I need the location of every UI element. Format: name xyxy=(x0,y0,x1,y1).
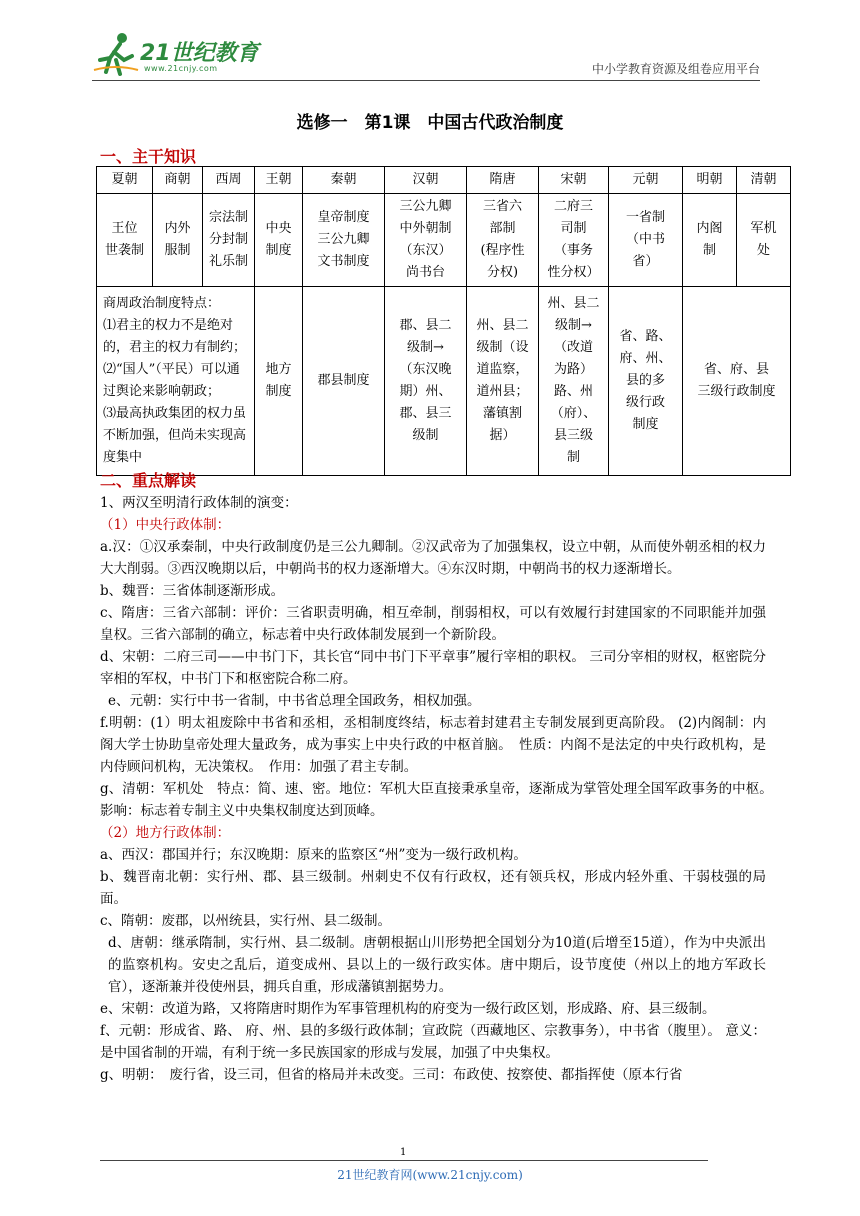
shang-zhou-features: 商周政治制度特点： ⑴君主的权力不是绝对的，君主的权力有制约； ⑵“国人”（平民）可以通过舆论来影响朝政； ⑶最高执政集团的权力虽不断加强，但尚未实现高度集中 xyxy=(97,287,255,476)
body-text xyxy=(100,492,780,1086)
paragraph: c、隋唐：三省六部制：评价：三省职责明确，相互牵制，削弱相权，可以有效履行封建国家的不同职能并加强皇权。三省六部制的确立，标志着中央行政体制发展到一个新阶段。 xyxy=(100,605,766,643)
table-cell: 汉朝 xyxy=(385,167,467,194)
table-cell: 郡、县二 级制→ （东汉晚 期）州、 郡、县三 级制 xyxy=(385,287,467,476)
section-heading-key-points: 二、重点解读 xyxy=(100,471,197,490)
paragraph: e、宋朝：改道为路，又将隋唐时期作为军事管理机构的府变为一级行政区划，形成路、府、县三级制。 xyxy=(100,1001,716,1017)
table-cell: 州、县二 级制→ （改道 为路） 路、州 （府）、 县三级 制 xyxy=(539,287,609,476)
table-row xyxy=(97,287,791,476)
table-cell: 元朝 xyxy=(609,167,683,194)
page-header xyxy=(92,30,760,82)
table-cell: 宋朝 xyxy=(539,167,609,194)
subheading-central: （1）中央行政体制： xyxy=(100,517,231,533)
paragraph: e、元朝：实行中书一省制，中书省总理全国政务，相权加强。 xyxy=(108,693,481,709)
table-cell: 隋唐 xyxy=(467,167,539,194)
table-cell: 明朝 xyxy=(683,167,737,194)
platform-name: 中小学教育资源及组卷应用平台 xyxy=(591,62,760,76)
paragraph: a、西汉：郡国并行；东汉晚期：原来的监察区“州”变为一级行政机构。 xyxy=(100,847,527,863)
paragraph: b、魏晋南北朝：实行州、郡、县三级制。州刺史不仅有行政权，还有领兵权，形成内轻外重、干弱枝强的局面。 xyxy=(100,869,766,907)
table-cell: 郡县制度 xyxy=(303,287,385,476)
footer-link[interactable]: 21世纪教育网(www.21cnjy.com) xyxy=(337,1168,523,1182)
table-cell: 内阁 制 xyxy=(683,194,737,287)
table-cell: 省、路、 府、州、 县的多 级行政 制度 xyxy=(609,287,683,476)
table-cell: 西周 xyxy=(203,167,255,194)
logo-text: 21世纪教育 xyxy=(140,41,259,66)
row-label-local: 地方 制度 xyxy=(255,287,303,476)
paragraph: d、唐朝：继承隋制，实行州、县二级制。唐朝根据山川形势把全国划分为10道(后增至15道），作为中央派出的监察机构。安史之乱后，道变成州、县以上的一级行政实体。唐中期后，设节度使（州以上的地方军政长官），逐渐兼并役使州县，拥兵自重，形成藩镇割据势力。 xyxy=(108,935,766,995)
table-cell: 王位 世袭制 xyxy=(97,194,153,287)
paragraph: a.汉：①汉承秦制，中央行政制度仍是三公九卿制。②汉武帝为了加强集权，设立中朝，从而使外朝丞相的权力大大削弱。③西汉晚期以后，中朝尚书的权力逐渐增大。④东汉时期，中朝尚书的权力逐渐增长。 xyxy=(100,539,766,577)
footer-divider xyxy=(100,1160,708,1161)
subheading-local: （2）地方行政体制： xyxy=(100,825,231,841)
table-cell: 一省制 （中书 省） xyxy=(609,194,683,287)
table-cell: 宗法制 分封制 礼乐制 xyxy=(203,194,255,287)
runner-logo-icon xyxy=(92,30,140,76)
table-cell: 商朝 xyxy=(153,167,203,194)
table-cell: 省、府、县 三级行政制度 xyxy=(683,287,791,476)
table-cell: 王朝 xyxy=(255,167,303,194)
table-cell: 秦朝 xyxy=(303,167,385,194)
table-cell: 军机 处 xyxy=(737,194,791,287)
dynasty-system-table xyxy=(96,166,791,476)
table-row xyxy=(97,194,791,287)
table-cell: 皇帝制度 三公九卿 文书制度 xyxy=(303,194,385,287)
logo-url: www.21cnjy.com xyxy=(144,64,218,73)
table-cell: 夏朝 xyxy=(97,167,153,194)
table-row xyxy=(97,167,791,194)
table-cell: 三公九卿 中外朝制 （东汉） 尚书台 xyxy=(385,194,467,287)
table-cell: 清朝 xyxy=(737,167,791,194)
document-title: 选修一 第1课 中国古代政治制度 xyxy=(296,113,564,133)
section-heading-main-knowledge: 一、主干知识 xyxy=(100,147,197,166)
header-divider xyxy=(92,80,760,81)
paragraph: d、宋朝：二府三司——中书门下，其长官“同中书门下平章事”履行宰相的职权。 三司分宰相的财权，枢密院分宰相的军权，中书门下和枢密院合称二府。 xyxy=(100,649,766,687)
paragraph: g、清朝：军机处 特点：简、速、密。地位：军机大臣直接秉承皇帝，逐渐成为掌管处理全国军政事务的中枢。 影响：标志着专制主义中央集权制度达到顶峰。 xyxy=(100,781,780,819)
paragraph: g、明朝： 废行省，设三司，但省的格局并未改变。三司：布政使、按察使、都指挥使（原本行省 xyxy=(100,1067,683,1083)
page-number: 1 xyxy=(400,1147,407,1158)
table-cell: 二府三 司制 （事务 性分权） xyxy=(539,194,609,287)
paragraph: 1、两汉至明清行政体制的演变： xyxy=(100,495,298,511)
table-cell: 三省六 部制 (程序性 分权) xyxy=(467,194,539,287)
row-label-central: 中央 制度 xyxy=(255,194,303,287)
paragraph: c、隋朝：废郡，以州统县，实行州、县二级制。 xyxy=(100,913,392,929)
paragraph: b、魏晋：三省体制逐渐形成。 xyxy=(100,583,285,599)
paragraph: f.明朝：(1）明太祖废除中书省和丞相，丞相制度终结，标志着封建君主专制发展到更高阶段。 (2)内阁制：内阁大学士协助皇帝处理大量政务，成为事实上中央行政的中枢首脑。 性质：内阁不是法定的中央行政机构，是内侍顾问机构，无决策权。 作用：加强了君主专制。 xyxy=(100,715,766,775)
paragraph: f、元朝：形成省、路、 府、州、县的多级行政体制；宣政院（西藏地区、宗教事务），中书省（腹里）。 意义：是中国省制的开端，有利于统一多民族国家的形成与发展，加强了中央集权。 xyxy=(100,1023,766,1061)
table-cell: 内外 服制 xyxy=(153,194,203,287)
logo xyxy=(92,30,262,78)
table-cell: 州、县二 级制（设 道监察， 道州县； 藩镇割 据） xyxy=(467,287,539,476)
